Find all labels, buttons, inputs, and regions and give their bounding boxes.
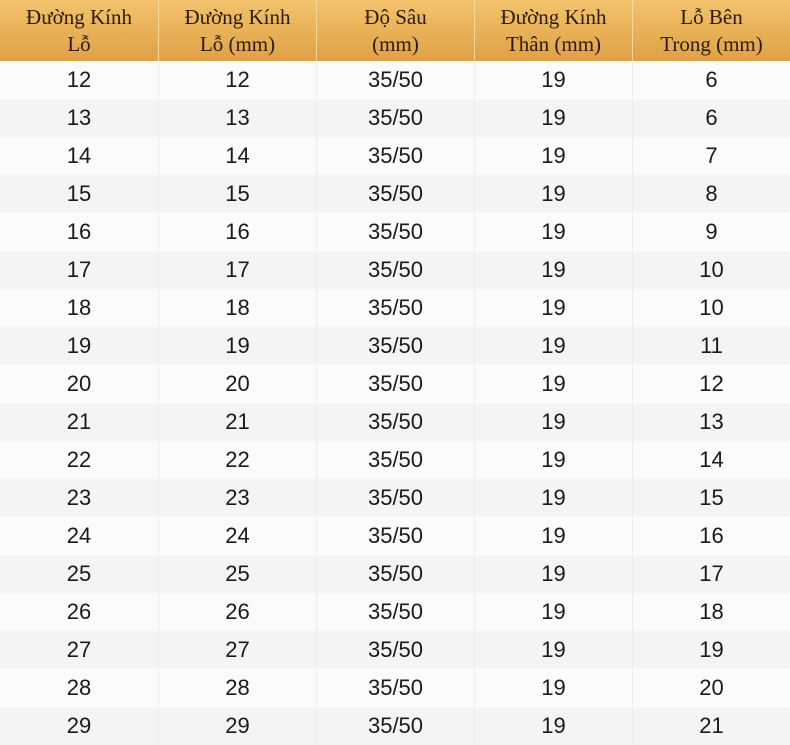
cell-hole-diameter-mm: 14 [158,137,316,175]
table-body [0,61,790,745]
cell-shank-diameter-mm: 19 [474,99,632,137]
table-row [0,707,790,745]
table-row [0,441,790,479]
cell-depth-mm: 35/50 [316,137,474,175]
table-row [0,61,790,99]
cell-depth-mm: 35/50 [316,251,474,289]
cell-hole-diameter-mm: 29 [158,707,316,745]
cell-hole-diameter-mm: 21 [158,403,316,441]
cell-inner-hole-mm: 6 [632,61,790,99]
cell-hole-diameter-mm: 15 [158,175,316,213]
cell-inner-hole-mm: 15 [632,479,790,517]
cell-inner-hole-mm: 11 [632,327,790,365]
cell-shank-diameter-mm: 19 [474,251,632,289]
table-row [0,479,790,517]
cell-hole-diameter: 22 [66,447,92,472]
cell-depth-mm: 35/50 [316,99,474,137]
cell-hole-diameter-mm: 17 [158,251,316,289]
cell-depth-mm: 35/50 [316,403,474,441]
cell-shank-diameter-mm: 19 [474,517,632,555]
table-row [0,593,790,631]
cell-hole-diameter-mm: 13 [158,99,316,137]
cell-hole-diameter: 15 [66,181,92,206]
cell-inner-hole-mm: 13 [632,403,790,441]
cell-depth-mm: 35/50 [316,441,474,479]
cell-shank-diameter-mm: 19 [474,479,632,517]
cell-depth-mm: 35/50 [316,175,474,213]
cell-hole-diameter: 25 [66,561,92,586]
cell-depth-mm: 35/50 [316,631,474,669]
cell-hole-diameter: 23 [66,485,92,510]
cell-hole-diameter-mm: 20 [158,365,316,403]
cell-shank-diameter-mm: 19 [474,137,632,175]
cell-inner-hole-mm: 12 [632,365,790,403]
cell-depth-mm: 35/50 [316,555,474,593]
cell-hole-diameter-mm: 16 [158,213,316,251]
cell-hole-diameter: 17 [66,257,92,282]
cell-inner-hole-mm: 14 [632,441,790,479]
cell-hole-diameter: 13 [66,105,92,130]
cell-shank-diameter-mm: 19 [474,175,632,213]
table-row [0,365,790,403]
cell-shank-diameter-mm: 19 [474,669,632,707]
cell-inner-hole-mm: 6 [632,99,790,137]
cell-inner-hole-mm: 21 [632,707,790,745]
cell-hole-diameter-mm: 27 [158,631,316,669]
cell-shank-diameter-mm: 19 [474,555,632,593]
cell-hole-diameter-mm: 18 [158,289,316,327]
table-row [0,631,790,669]
table-row [0,555,790,593]
cell-inner-hole-mm: 19 [632,631,790,669]
cell-shank-diameter-mm: 19 [474,707,632,745]
cell-depth-mm: 35/50 [316,707,474,745]
table-header [0,0,790,61]
cell-hole-diameter: 26 [66,599,92,624]
cell-shank-diameter-mm: 19 [474,631,632,669]
header-depth-mm: Độ Sâu (mm) [316,0,474,61]
table-row [0,517,790,555]
cell-depth-mm: 35/50 [316,479,474,517]
cell-depth-mm: 35/50 [316,365,474,403]
table-row [0,669,790,707]
cell-hole-diameter: 12 [66,67,92,92]
cell-hole-diameter: 28 [66,675,92,700]
cell-hole-diameter-mm: 28 [158,669,316,707]
cell-inner-hole-mm: 10 [632,289,790,327]
cell-hole-diameter-mm: 22 [158,441,316,479]
cell-shank-diameter-mm: 19 [474,61,632,99]
cell-inner-hole-mm: 9 [632,213,790,251]
cell-inner-hole-mm: 8 [632,175,790,213]
cell-hole-diameter: 18 [66,295,92,320]
cell-inner-hole-mm: 16 [632,517,790,555]
cell-depth-mm: 35/50 [316,213,474,251]
cell-hole-diameter: 14 [66,143,92,168]
header-hole-diameter-mm: Đường Kính Lỗ (mm) [158,0,316,61]
cell-shank-diameter-mm: 19 [474,593,632,631]
cell-hole-diameter: 19 [66,333,92,358]
cell-inner-hole-mm: 20 [632,669,790,707]
cell-depth-mm: 35/50 [316,61,474,99]
cell-depth-mm: 35/50 [316,517,474,555]
header-hole-diameter: Đường Kính Lỗ [26,5,132,56]
cell-hole-diameter-mm: 26 [158,593,316,631]
table-row [0,403,790,441]
cell-shank-diameter-mm: 19 [474,289,632,327]
cell-inner-hole-mm: 18 [632,593,790,631]
cell-depth-mm: 35/50 [316,593,474,631]
table-row [0,99,790,137]
table-row [0,327,790,365]
cell-hole-diameter: 16 [66,219,92,244]
cell-inner-hole-mm: 10 [632,251,790,289]
cell-depth-mm: 35/50 [316,289,474,327]
cell-shank-diameter-mm: 19 [474,441,632,479]
cell-shank-diameter-mm: 19 [474,365,632,403]
cell-shank-diameter-mm: 19 [474,327,632,365]
cell-depth-mm: 35/50 [316,669,474,707]
cell-hole-diameter-mm: 23 [158,479,316,517]
cell-inner-hole-mm: 7 [632,137,790,175]
table-row [0,175,790,213]
cell-hole-diameter-mm: 25 [158,555,316,593]
cell-hole-diameter: 27 [66,637,92,662]
cell-depth-mm: 35/50 [316,327,474,365]
table-row [0,289,790,327]
cell-hole-diameter: 24 [66,523,92,548]
cell-inner-hole-mm: 17 [632,555,790,593]
cell-shank-diameter-mm: 19 [474,403,632,441]
table-row [0,251,790,289]
cell-hole-diameter-mm: 24 [158,517,316,555]
cell-hole-diameter: 20 [66,371,92,396]
header-inner-hole-mm: Lỗ Bên Trong (mm) [632,0,790,61]
cell-hole-diameter-mm: 19 [158,327,316,365]
cell-shank-diameter-mm: 19 [474,213,632,251]
cell-hole-diameter: 29 [66,713,92,738]
cell-hole-diameter-mm: 12 [158,61,316,99]
header-shank-diameter-mm: Đường Kính Thân (mm) [474,0,632,61]
table-row [0,137,790,175]
table-row [0,213,790,251]
cell-hole-diameter: 21 [66,409,92,434]
